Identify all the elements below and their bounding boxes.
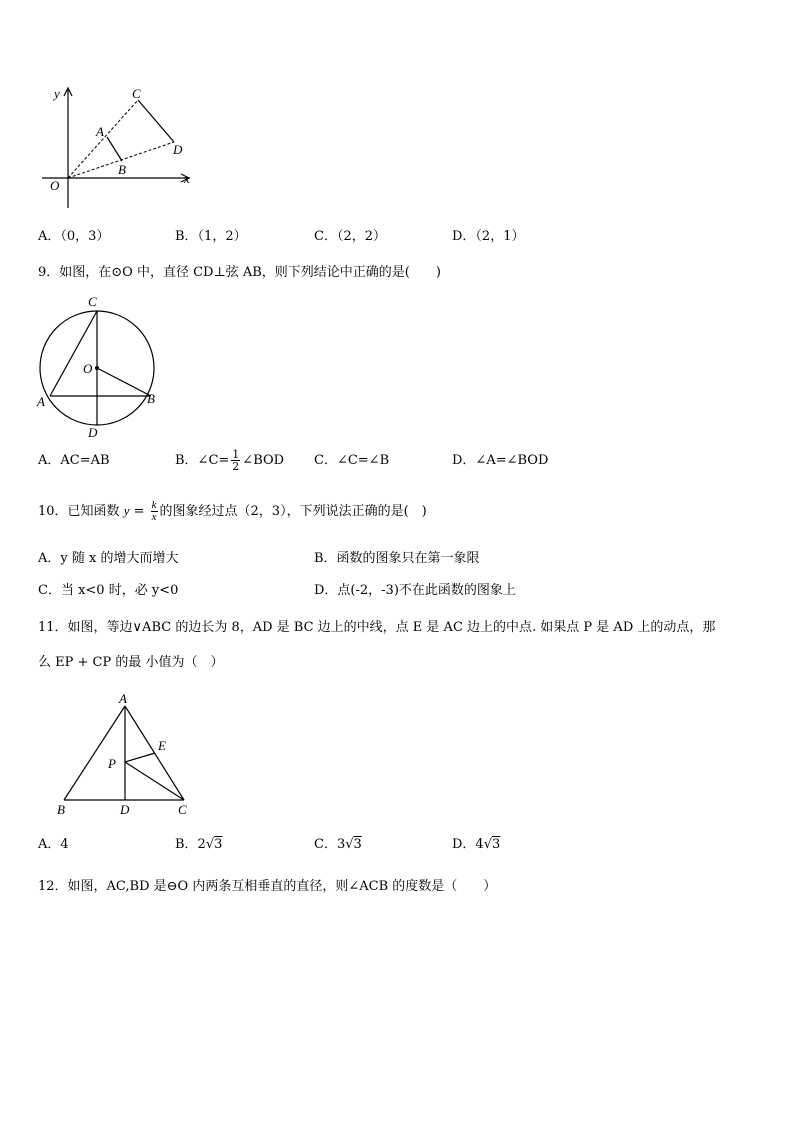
label-a: A — [37, 394, 45, 409]
center-dot — [95, 366, 99, 370]
q9-figure — [30, 292, 170, 442]
q10-stem-eq: = — [129, 504, 149, 519]
label-b: B — [118, 162, 126, 177]
q9-option-b-fraction — [231, 449, 240, 472]
q11-option-d-coefficient: D．4 — [452, 837, 484, 852]
q9-option-c[interactable]: C．∠C=∠B — [314, 453, 390, 468]
label-c: C — [178, 802, 187, 817]
label-y: y — [54, 86, 60, 101]
label-p: P — [108, 756, 116, 771]
q9-stem: 9．如图，在⊙O 中，直径 CD⊥弦 AB，则下列结论中正确的是( ) — [38, 265, 441, 280]
q11-option-d-radicand: 3 — [492, 837, 501, 852]
segment-cd — [138, 100, 174, 142]
label-c: C — [132, 86, 141, 101]
segment-ac — [50, 311, 97, 396]
label-a: A — [96, 124, 104, 139]
q10-stem — [38, 492, 427, 531]
label-d: D — [173, 142, 183, 157]
label-d: D — [120, 802, 130, 817]
q11-option-b-coefficient: B．2 — [175, 837, 206, 852]
fraction-denominator: x — [151, 511, 157, 523]
q9-option-d[interactable]: D．∠A=∠BOD — [452, 453, 549, 468]
q10-option-b[interactable]: B．函数的图象只在第一象限 — [314, 551, 480, 566]
q9-option-b[interactable] — [175, 442, 284, 480]
q11-option-c-radicand: 3 — [353, 837, 362, 852]
q8-option-c[interactable]: C．（2，2） — [314, 229, 386, 244]
q10-option-d[interactable]: D．点(-2，-3)不在此函数的图象上 — [314, 583, 516, 598]
q8-option-a[interactable]: A．（0，3） — [38, 229, 110, 244]
fraction-denominator: 2 — [232, 460, 240, 473]
label-x: x — [184, 171, 190, 186]
q8-option-b[interactable]: B．（1，2） — [175, 229, 247, 244]
q12-stem: 12．如图，AC,BD 是⊖O 内两条互相垂直的直径，则∠ACB 的度数是（ ） — [38, 879, 497, 894]
segment-pe — [125, 753, 155, 762]
q10-stem-prefix: 10．已知函数 — [38, 504, 124, 519]
label-o: O — [50, 178, 60, 193]
side-ab — [64, 706, 125, 800]
sqrt-sign: √ — [483, 837, 492, 852]
q10-stem-suffix: 的图象经过点（2，3），下列说法正确的是( ) — [159, 504, 427, 519]
q10-stem-y: y — [123, 503, 130, 518]
label-b: B — [57, 802, 65, 817]
q11-stem-line1: 11．如图，等边∨ABC 的边长为 8，AD 是 BC 边上的中线，点 E 是 AC 边上的中点. 如果点 P 是 AD 上的动点，那 — [38, 620, 716, 635]
q9-option-b-prefix: B．∠C= — [175, 453, 230, 468]
q11-option-c[interactable] — [314, 836, 362, 854]
q8-figure — [30, 80, 210, 215]
segment-ab — [107, 137, 122, 161]
q11-figure — [50, 690, 200, 820]
q11-option-b-radicand: 3 — [214, 837, 223, 852]
q11-option-a[interactable]: A．4 — [38, 837, 69, 852]
q11-option-d[interactable] — [452, 836, 500, 854]
q8-option-d[interactable]: D．（2，1） — [452, 229, 525, 244]
fraction-numerator: 1 — [232, 448, 240, 461]
label-d: D — [88, 425, 98, 440]
segment-ob — [97, 368, 151, 396]
q10-option-a[interactable]: A．y 随 x 的增大而增大 — [38, 551, 179, 566]
q10-fraction — [151, 500, 158, 523]
sqrt-sign: √ — [205, 837, 215, 852]
q11-stem-line2: 么 EP + CP 的最 小值为（ ） — [38, 655, 224, 670]
label-b: B — [147, 391, 155, 406]
label-o: O — [83, 361, 93, 376]
label-c: C — [88, 294, 97, 309]
label-e: E — [158, 738, 166, 753]
q11-option-c-coefficient: C．3 — [314, 837, 346, 852]
sqrt-sign: √ — [345, 837, 354, 852]
q9-option-a[interactable]: A．AC=AB — [38, 453, 110, 468]
q11-option-b[interactable] — [175, 836, 222, 854]
fraction-numerator: k — [151, 499, 157, 511]
segment-pc — [125, 762, 184, 800]
q9-option-b-suffix: ∠BOD — [242, 453, 285, 468]
label-a: A — [119, 691, 127, 706]
q10-option-c[interactable]: C．当 x<0 时，必 y<0 — [38, 583, 179, 598]
